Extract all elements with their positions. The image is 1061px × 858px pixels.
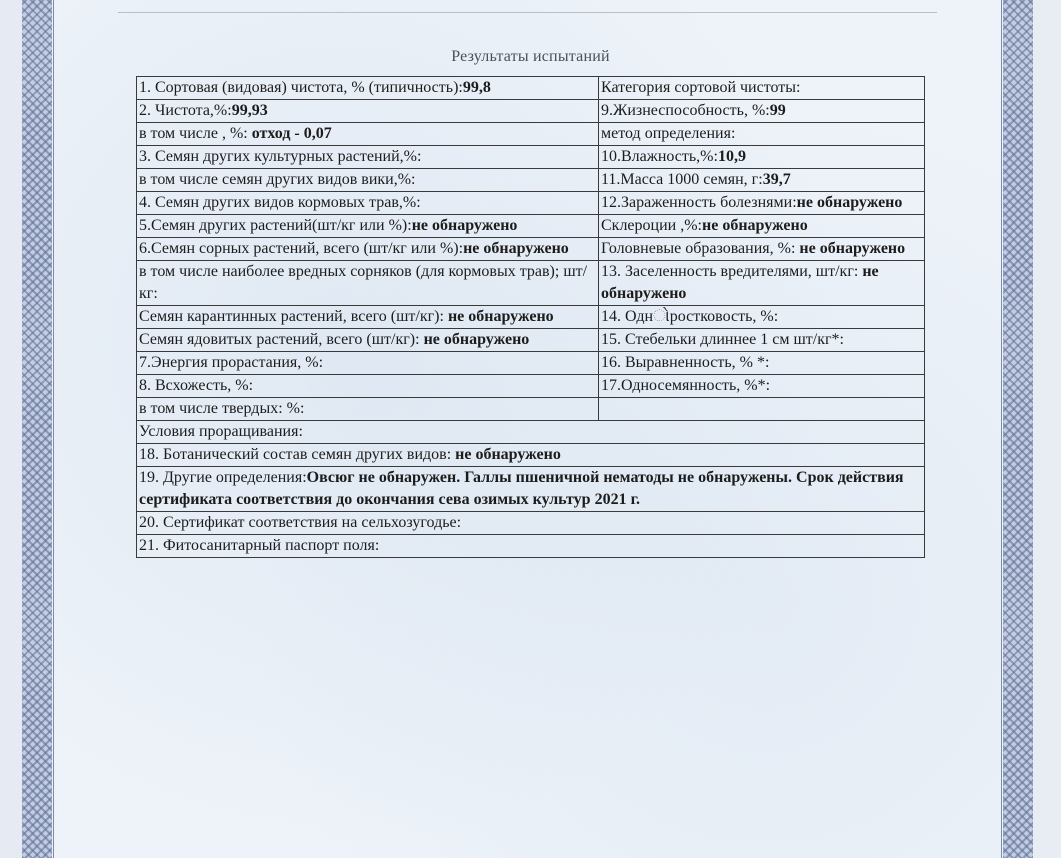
field-label: 13. Заселенность вредителями, шт/кг: xyxy=(601,263,863,280)
table-row-full xyxy=(137,535,925,558)
field-value: не обнаружено xyxy=(796,194,903,211)
table-cell-full xyxy=(137,535,925,558)
field-label: 5.Семян других растений(шт/кг или %): xyxy=(139,217,412,234)
field-value: 10,9 xyxy=(717,148,746,165)
table-cell-right xyxy=(599,215,925,238)
table-row xyxy=(137,77,925,100)
field-label: 19. Другие определения: xyxy=(139,469,307,486)
field-label: 21. Фитосанитарный паспорт поля: xyxy=(139,537,380,554)
table-row xyxy=(137,192,925,215)
table-row xyxy=(137,146,925,169)
table-row xyxy=(137,238,925,261)
table-cell-left xyxy=(137,398,599,421)
table-cell-right xyxy=(599,192,925,215)
field-label: 18. Ботанический состав семян других видов: xyxy=(139,446,456,463)
table-cell-left xyxy=(137,352,599,375)
field-value: отход - 0,07 xyxy=(251,125,332,142)
table-cell-right xyxy=(599,375,925,398)
table-cell-right xyxy=(599,123,925,146)
table-cell-full xyxy=(137,444,925,467)
test-results-table xyxy=(136,76,925,558)
field-label: 2. Чистота,%: xyxy=(139,102,232,119)
table-cell-left xyxy=(137,77,599,100)
table-cell-full xyxy=(137,512,925,535)
table-row xyxy=(137,329,925,352)
left-guilloche-border xyxy=(22,0,52,858)
table-row-full xyxy=(137,444,925,467)
table-row-full xyxy=(137,512,925,535)
field-label: 6.Семян сорных растений, всего (шт/кг или %): xyxy=(139,240,464,257)
field-label: 16. Выравненность, % *: xyxy=(601,354,770,371)
field-label: 8. Всхожесть, %: xyxy=(139,377,254,394)
field-label: Склероции ,%: xyxy=(601,217,702,234)
field-label: 1. Сортовая (видовая) чистота, % (типичность): xyxy=(139,79,463,96)
field-label: в том числе , %: xyxy=(139,125,252,142)
field-value: не обнаружено xyxy=(601,263,879,302)
table-row xyxy=(137,215,925,238)
left-page-margin xyxy=(0,0,22,858)
table-cell-right xyxy=(599,77,925,100)
field-value: не обнаружено xyxy=(799,240,906,257)
field-label: 20. Сертификат соответствия на сельхозугодье: xyxy=(139,514,462,531)
table-cell-full xyxy=(137,467,925,512)
table-row xyxy=(137,375,925,398)
field-label: 10.Влажность,%: xyxy=(601,148,718,165)
field-label: 17.Односемянность, %*: xyxy=(601,377,771,394)
section-title: Результаты испытаний xyxy=(451,48,610,65)
right-page-margin xyxy=(1033,0,1061,858)
field-label: 11.Масса 1000 семян, г: xyxy=(601,171,763,188)
field-label: Семян ядовитых растений, всего (шт/кг): xyxy=(139,331,424,348)
table-row-full xyxy=(137,467,925,512)
table-cell-right xyxy=(599,169,925,192)
table-cell-right xyxy=(599,306,925,329)
field-label: в том числе наиболее вредных сорняков (для кормовых трав); шт/кг: xyxy=(139,263,588,302)
field-value: не обнаружено xyxy=(463,240,569,257)
table-cell-left xyxy=(137,100,599,123)
field-label: 9.Жизнеспособность, %: xyxy=(601,102,770,119)
field-label: 12.Зараженность болезнями: xyxy=(601,194,797,211)
table-cell-right xyxy=(599,398,925,421)
table-cell-left xyxy=(137,306,599,329)
table-cell-left xyxy=(137,169,599,192)
table-row xyxy=(137,306,925,329)
table-row-full xyxy=(137,421,925,444)
table-row xyxy=(137,169,925,192)
field-label: 4. Семян других видов кормовых трав,%: xyxy=(139,194,421,211)
table-cell-right xyxy=(599,100,925,123)
table-cell-left xyxy=(137,123,599,146)
field-label: Категория сортовой чистоты: xyxy=(601,79,801,96)
table-cell-right xyxy=(599,146,925,169)
table-row xyxy=(137,352,925,375)
field-label: Головневые образования, %: xyxy=(601,240,800,257)
table-cell-right xyxy=(599,238,925,261)
table-cell-right xyxy=(599,329,925,352)
field-label: метод определения: xyxy=(601,125,736,142)
field-label: Условия проращивания: xyxy=(139,423,303,440)
table-cell-full xyxy=(137,421,925,444)
field-label: Семян карантинных растений, всего (шт/кг): xyxy=(139,308,448,325)
table-cell-left xyxy=(137,215,599,238)
table-cell-left xyxy=(137,146,599,169)
field-label: в том числе семян других видов вики,%: xyxy=(139,171,416,188)
field-value: Овсюг не обнаружен. Галлы пшеничной нематоды не обнаружены. Срок действия сертификата соответствия до окончания сева озимых культур 2021 г. xyxy=(139,469,904,508)
table-cell-left xyxy=(137,238,599,261)
field-value: 39,7 xyxy=(762,171,791,188)
field-value: 99 xyxy=(769,102,786,119)
field-value: 99,8 xyxy=(462,79,491,96)
table-cell-right xyxy=(599,352,925,375)
field-value: не обнаружено xyxy=(702,217,808,234)
table-row xyxy=(137,261,925,306)
field-value: не обнаружено xyxy=(455,446,561,463)
table-row xyxy=(137,123,925,146)
table-cell-right xyxy=(599,261,925,306)
table-cell-left xyxy=(137,329,599,352)
table-row xyxy=(137,100,925,123)
field-value: 99,93 xyxy=(231,102,268,119)
table-cell-left xyxy=(137,261,599,306)
field-label: 14. Однોростковость, %: xyxy=(601,308,779,325)
top-rule xyxy=(118,12,937,13)
table-cell-left xyxy=(137,192,599,215)
field-label: 15. Стебельки длиннее 1 см шт/кг*: xyxy=(601,331,844,348)
field-label: 7.Энергия прорастания, %: xyxy=(139,354,324,371)
field-value: не обнаружено xyxy=(423,331,530,348)
field-value: не обнаружено xyxy=(447,308,554,325)
table-cell-left xyxy=(137,375,599,398)
right-guilloche-border xyxy=(1003,0,1033,858)
table-row xyxy=(137,398,925,421)
field-label: 3. Семян других культурных растений,%: xyxy=(139,148,422,165)
field-label: в том числе твердых: %: xyxy=(139,400,305,417)
field-value: не обнаружено xyxy=(411,217,518,234)
